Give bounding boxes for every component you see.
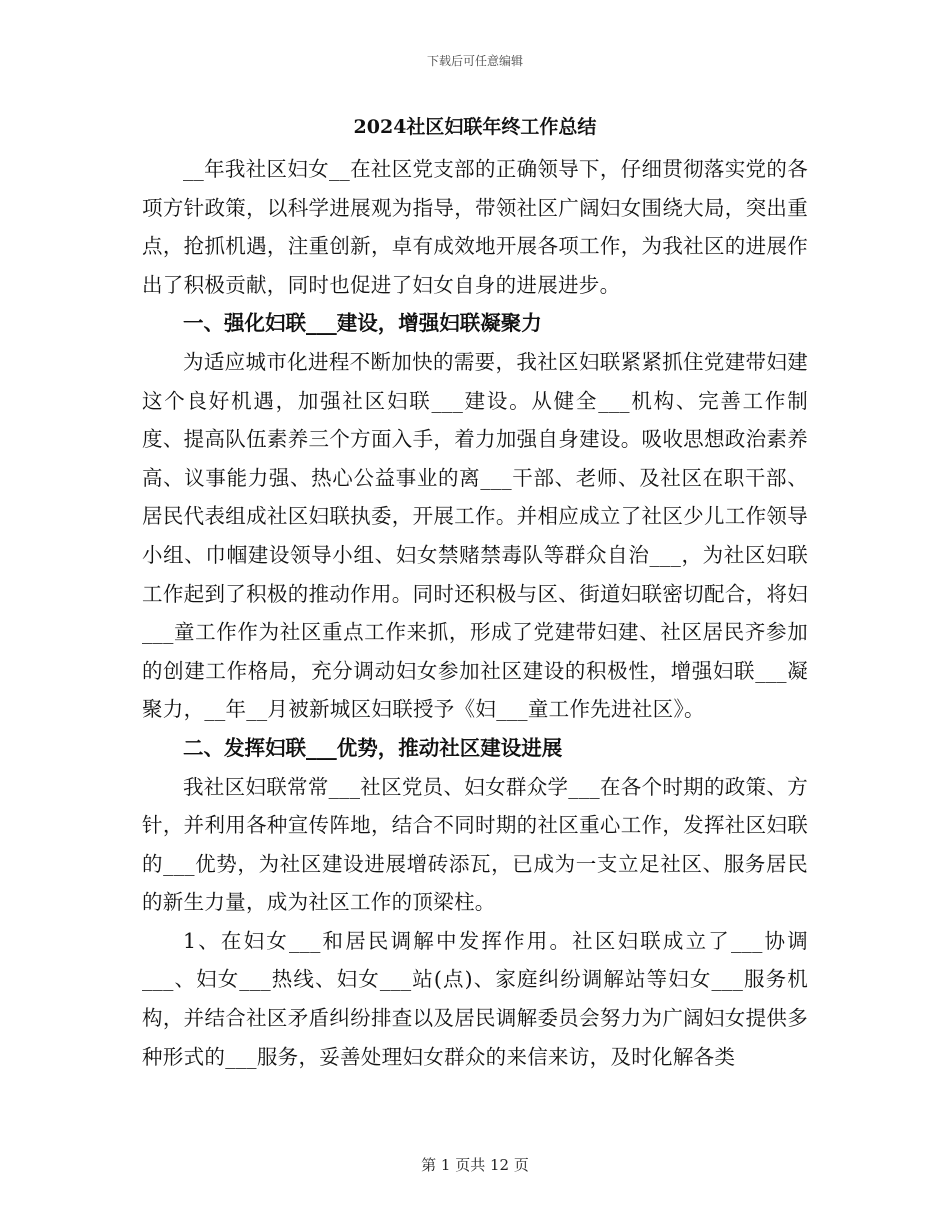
- intro-paragraph: __年我社区妇女__在社区党支部的正确领导下，仔细贯彻落实党的各项方针政策，以科学进展观为指导，带领社区广阔妇女围绕大局，突出重点，抢抓机遇，注重创新，卓有成效地开展各项工作，为我社区的进展作出了积极贡献，同时也促进了妇女自身的进展进步。: [142, 157, 808, 297]
- page-footer: 第 1 页共 12 页: [421, 1156, 529, 1174]
- section-2-body: 我社区妇联常常___社区党员、妇女群众学___在各个时期的政策、方针，并利用各种宣传阵地，结合不同时期的社区重心工作，发挥社区妇联的___优势，为社区建设进展增砖添瓦，已成为一支立足社区、服务居民的新生力量，成为社区工作的顶梁柱。: [142, 774, 808, 915]
- section-2-heading: 二、发挥妇联___优势，推动社区建设进展: [183, 735, 563, 760]
- document-title: 2024社区妇联年终工作总结: [353, 116, 597, 138]
- section-1-body: 为适应城市化进程不断加快的需要，我社区妇联紧紧抓住党建带妇建这个良好机遇，加强社区妇联___建设。从健全___机构、完善工作制度、提高队伍素养三个方面入手，着力加强自身建设。吸收思想政治素养高、议事能力强、热心公益事业的离___干部、老师、及社区在职干部、居民代表组成社区妇联执委，开展工作。并相应成立了社区少儿工作领导小组、巾帼建设领导小组、妇女禁赌禁毒队等群众自治___，为社区妇联工作起到了积极的推动作用。同时还积极与区、街道妇联密切配合，将妇___童工作作为社区重点工作来抓，形成了党建带妇建、社区居民齐参加的创建工作格局，充分调动妇女参加社区建设的积极性，增强妇联___凝聚力，__年__月被新城区妇联授予《妇___童工作先进社区》。: [142, 349, 808, 722]
- header-note: 下载后可任意编辑: [426, 54, 523, 68]
- section-2-item-1: 1、在妇女___和居民调解中发挥作用。社区妇联成立了___协调___、妇女___热线、妇女___站(点)、家庭纠纷调解站等妇女___服务机构，并结合社区矛盾纠纷排查以及居民调解委员会努力为广阔妇女提供多种形式的___服务，妥善处理妇女群众的来信来访，及时化解各类: [142, 928, 808, 1069]
- section-1-heading: 一、强化妇联___建设，增强妇联凝聚力: [183, 311, 542, 336]
- document-body: [142, 104, 808, 1076]
